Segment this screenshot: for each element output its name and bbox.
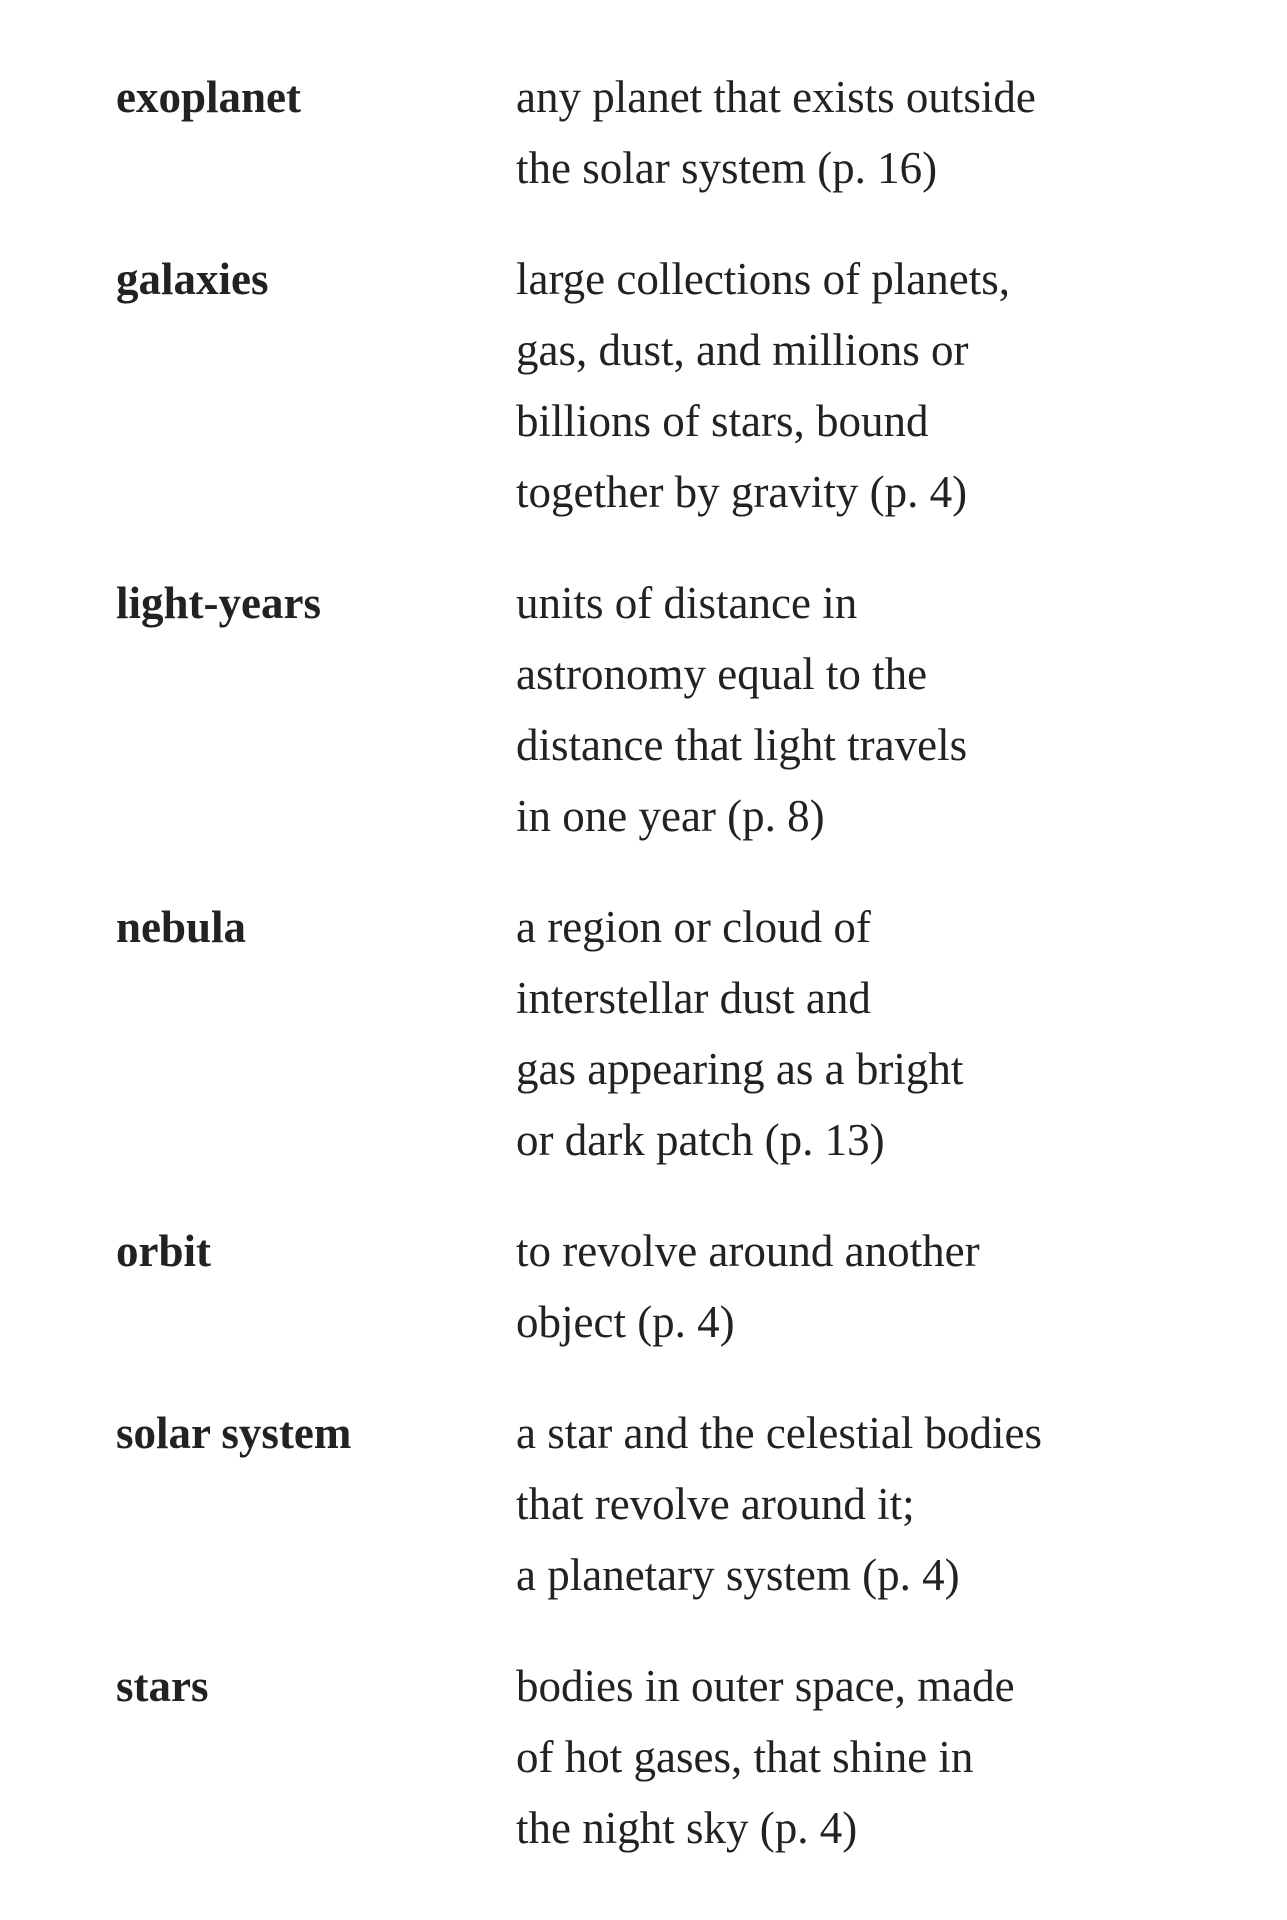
definition-line: interstellar dust and: [516, 973, 871, 1023]
definition-line: a star and the celestial bodies: [516, 1408, 1043, 1458]
definition-line: gas appearing as a bright: [516, 1044, 964, 1094]
definition-line: the solar system (p. 16): [516, 143, 938, 193]
glossary-term: stars: [116, 1661, 209, 1711]
definition-line: object (p. 4): [516, 1297, 735, 1347]
definition-line: astronomy equal to the: [516, 649, 928, 699]
glossary-term: solar system: [116, 1408, 352, 1458]
glossary-definition: [516, 892, 1176, 1176]
definition-line: together by gravity (p. 4): [516, 467, 968, 517]
glossary-term: galaxies: [116, 254, 269, 304]
glossary-entry-orbit: [116, 1216, 1176, 1358]
glossary-definition: [516, 1651, 1176, 1864]
definition-line: in one year (p. 8): [516, 791, 825, 841]
definition-line: of hot gases, that shine in: [516, 1732, 974, 1782]
definition-line: a planetary system (p. 4): [516, 1550, 960, 1600]
glossary-entry-stars: [116, 1651, 1176, 1864]
glossary-definition: [516, 62, 1176, 204]
glossary-entry-galaxies: [116, 244, 1176, 528]
definition-line: or dark patch (p. 13): [516, 1115, 885, 1165]
definition-line: any planet that exists outside: [516, 72, 1036, 122]
glossary-term: light-years: [116, 578, 321, 628]
definition-line: gas, dust, and millions or: [516, 325, 969, 375]
glossary-definition: [516, 1216, 1176, 1358]
glossary-term: orbit: [116, 1226, 211, 1276]
glossary-term: nebula: [116, 902, 247, 952]
glossary-term: exoplanet: [116, 72, 301, 122]
glossary-entry-nebula: [116, 892, 1176, 1176]
definition-line: units of distance in: [516, 578, 858, 628]
definition-line: bodies in outer space, made: [516, 1661, 1015, 1711]
definition-line: large collections of planets,: [516, 254, 1011, 304]
definition-line: that revolve around it;: [516, 1479, 915, 1529]
glossary-entry-exoplanet: [116, 62, 1176, 204]
glossary-definition: [516, 1398, 1176, 1611]
definition-line: to revolve around another: [516, 1226, 980, 1276]
definition-line: billions of stars, bound: [516, 396, 929, 446]
glossary-definition: [516, 244, 1176, 528]
glossary-definition: [516, 568, 1176, 852]
glossary-entry-solar-system: [116, 1398, 1176, 1611]
glossary-entry-light-years: [116, 568, 1176, 852]
definition-line: distance that light travels: [516, 720, 968, 770]
definition-line: a region or cloud of: [516, 902, 871, 952]
glossary-list: [116, 62, 1176, 1864]
definition-line: the night sky (p. 4): [516, 1803, 858, 1853]
